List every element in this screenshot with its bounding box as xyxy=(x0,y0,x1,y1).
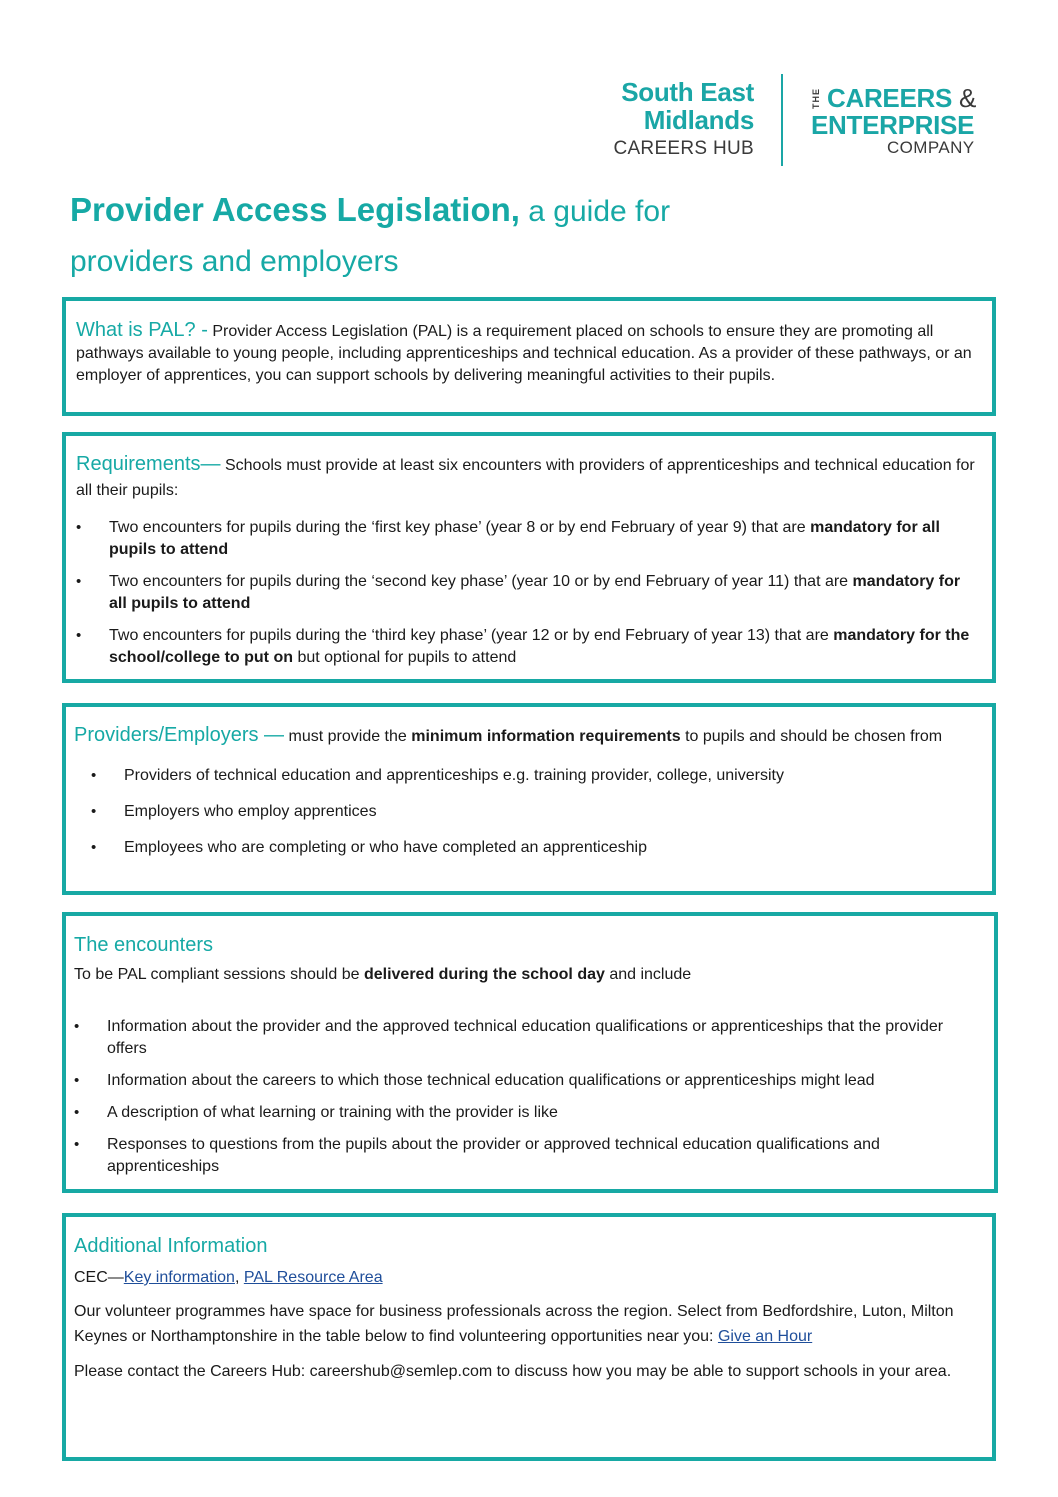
encounters-heading: The encounters xyxy=(74,934,213,956)
providers-list xyxy=(74,765,980,859)
list-item xyxy=(109,571,980,615)
list-item: • Providers of technical education and apprenticeships e.g. training provider, college, university xyxy=(124,765,980,787)
list-item: • Employers who employ apprentices xyxy=(124,801,980,823)
cec-prefix: CEC— xyxy=(74,1269,124,1286)
volunteer-text: Our volunteer programmes have space for business professionals across the region. Select from Bedfordshire, Luton, Milton Keynes or Northamptonshire in the table below to find volunteering opportunities near you: xyxy=(74,1303,954,1345)
encounters-intro xyxy=(74,964,982,986)
list-item: • Information about the careers to which those technical education qualifications or apprenticeships might lead xyxy=(107,1070,982,1092)
additional-information-box xyxy=(62,1213,996,1461)
logo-divider xyxy=(781,74,783,166)
cec-links-line xyxy=(74,1267,982,1289)
list-item-text: Two encounters for pupils during the ‘second key phase’ (year 10 or by end February of year 11) that are xyxy=(109,573,853,590)
encounters-box xyxy=(62,912,998,1193)
what-is-pal-paragraph xyxy=(76,319,984,387)
cec-logo-line-1 xyxy=(827,84,976,112)
encounters-intro-after: and include xyxy=(604,966,692,983)
south-east-midlands-careers-hub-logo xyxy=(610,78,754,162)
logo-line-1: South East xyxy=(621,77,754,107)
list-item: • A description of what learning or training with the provider is like xyxy=(107,1102,982,1124)
logo-line-3: CAREERS HUB xyxy=(613,138,754,159)
providers-intro-bold: minimum information requirements xyxy=(411,728,681,745)
list-item-after: but optional for pupils to attend xyxy=(293,649,517,666)
pal-resource-area-link[interactable]: PAL Resource Area xyxy=(243,1269,383,1286)
encounters-intro-before: To be PAL compliant sessions should be xyxy=(74,966,364,983)
providers-intro-before: must provide the xyxy=(288,728,412,745)
page-title xyxy=(70,186,970,288)
cec-logo-line-3: COMPANY xyxy=(887,138,975,157)
what-is-pal-box xyxy=(62,297,996,416)
volunteer-paragraph xyxy=(74,1299,982,1349)
encounters-intro-bold: delivered during the school day xyxy=(363,966,605,983)
title-rest: a guide for xyxy=(519,195,671,228)
list-item-bold: mandatory for the school/college to put on xyxy=(109,627,970,666)
what-is-pal-heading: What is PAL? - xyxy=(76,319,208,341)
cec-logo-the: THE xyxy=(811,88,821,109)
list-item xyxy=(109,625,980,669)
give-an-hour-link[interactable]: Give an Hour xyxy=(717,1328,813,1345)
list-item-bold: mandatory for all pupils to attend xyxy=(109,519,940,558)
title-line-2: providers and employers xyxy=(70,245,399,278)
list-item-bold: mandatory for all pupils to attend xyxy=(109,573,961,612)
providers-intro xyxy=(74,721,980,751)
list-item-text: Two encounters for pupils during the ‘third key phase’ (year 12 or by end February of year 13) that are xyxy=(109,627,834,644)
what-is-pal-text: Provider Access Legislation (PAL) is a requirement placed on schools to ensure they are promoting all pathways available to young people, including apprenticeships and technical education. As a provider of these pathways, or an employer of apprentices, you can support schools by delivering meaningful activities to their pupils. xyxy=(76,323,972,384)
title-line-1 xyxy=(70,186,970,236)
cec-logo-careers: CAREERS xyxy=(827,83,953,113)
link-separator: , xyxy=(234,1269,244,1286)
encounters-list xyxy=(74,1016,982,1178)
list-item-text: Two encounters for pupils during the ‘first key phase’ (year 8 or by end February of year 9) that are xyxy=(109,519,811,536)
requirements-intro-text: Schools must provide at least six encounters with providers of apprenticeships and technical education for all their pupils: xyxy=(76,457,975,499)
contact-paragraph: Please contact the Careers Hub: careershub@semlep.com to discuss how you may be able to support schools in your area. xyxy=(74,1363,952,1380)
list-item xyxy=(109,517,980,561)
additional-heading: Additional Information xyxy=(74,1235,268,1257)
list-item: • Employees who are completing or who have completed an apprenticeship xyxy=(124,837,980,859)
title-bold: Provider Access Legislation, xyxy=(70,191,520,228)
requirements-list xyxy=(76,517,980,669)
requirements-box xyxy=(62,432,996,683)
cec-logo-ampersand: & xyxy=(958,83,977,113)
list-item: • Responses to questions from the pupils about the provider or approved technical education qualifications and apprenticeships xyxy=(107,1134,982,1178)
logo-line-2: Midlands xyxy=(643,105,754,135)
requirements-heading: Requirements— xyxy=(76,453,221,475)
cec-logo-line-2: ENTERPRISE xyxy=(811,110,975,140)
providers-employers-box xyxy=(62,703,996,895)
providers-intro-after: to pupils and should be chosen from xyxy=(680,728,943,745)
providers-heading: Providers/Employers — xyxy=(74,724,285,746)
list-item: • Information about the provider and the approved technical education qualifications or apprenticeships that the provider offers xyxy=(107,1016,982,1060)
key-information-link[interactable]: Key information xyxy=(123,1269,235,1286)
requirements-intro xyxy=(76,452,980,503)
